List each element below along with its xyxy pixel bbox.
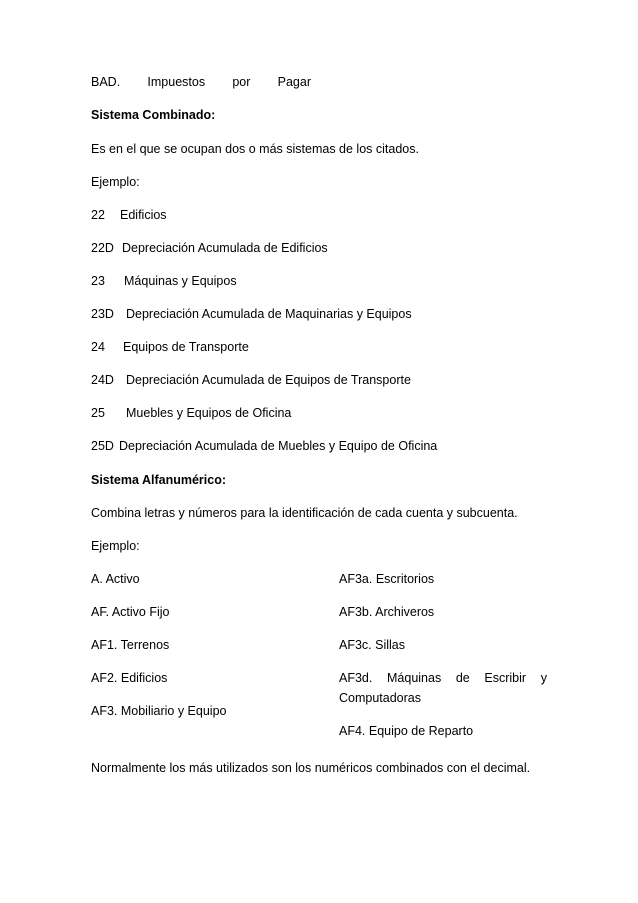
account-row	[91, 372, 411, 388]
account-row	[91, 405, 291, 421]
alfanumerico-heading: Sistema Alfanumérico:	[91, 473, 226, 487]
alfa-word: AF3d.	[339, 671, 373, 685]
bad-word-2: por	[232, 75, 251, 89]
account-row	[91, 438, 437, 454]
account-code: 24	[91, 340, 105, 354]
bad-line	[91, 74, 311, 90]
alfa-left-item: AF1. Terrenos	[91, 638, 170, 652]
account-name: Muebles y Equipos de Oficina	[126, 406, 292, 420]
alfa-right-item: AF4. Equipo de Reparto	[339, 724, 474, 738]
alfa-right-item: Computadoras	[339, 691, 421, 705]
account-row	[91, 240, 328, 256]
alfa-right-item: AF3b. Archiveros	[339, 605, 435, 619]
combinado-example-label: Ejemplo:	[91, 175, 140, 189]
account-row	[91, 273, 237, 289]
bad-word-3: Pagar	[277, 75, 311, 89]
account-name: Edificios	[120, 208, 167, 222]
account-code: 23D	[91, 307, 114, 321]
bad-code: BAD.	[91, 75, 121, 89]
account-name: Depreciación Acumulada de Muebles y Equipo de Oficina	[119, 439, 438, 453]
account-row	[91, 306, 412, 322]
alfa-left-item: A. Activo	[91, 572, 140, 586]
account-name: Máquinas y Equipos	[124, 274, 237, 288]
alfa-right-item-justified	[339, 670, 547, 686]
account-code: 22	[91, 208, 105, 222]
alfanumerico-description: Combina letras y números para la identificación de cada cuenta y subcuenta.	[91, 506, 518, 520]
alfa-left-item: AF3. Mobiliario y Equipo	[91, 704, 227, 718]
combinado-description: Es en el que se ocupan dos o más sistemas de los citados.	[91, 142, 419, 156]
alfa-right-item: AF3a. Escritorios	[339, 572, 435, 586]
alfa-word: Escribir	[484, 671, 527, 685]
alfa-word: de	[455, 671, 470, 685]
conclusion-text: Normalmente los más utilizados son los numéricos combinados con el decimal.	[91, 761, 531, 775]
account-name: Equipos de Transporte	[123, 340, 249, 354]
alfa-left-item: AF2. Edificios	[91, 671, 168, 685]
account-code: 23	[91, 274, 105, 288]
account-name: Depreciación Acumulada de Edificios	[122, 241, 328, 255]
account-row	[91, 207, 167, 223]
alfa-word: y	[540, 671, 547, 685]
account-name: Depreciación Acumulada de Equipos de Transporte	[126, 373, 411, 387]
alfa-right-item: AF3c. Sillas	[339, 638, 405, 652]
account-code: 22D	[91, 241, 114, 255]
account-code: 25D	[91, 439, 114, 453]
account-row	[91, 339, 249, 355]
alfa-left-item: AF. Activo Fijo	[91, 605, 170, 619]
bad-word-1: Impuestos	[147, 75, 206, 89]
alfanumerico-example-label: Ejemplo:	[91, 539, 140, 553]
alfa-word: Máquinas	[387, 671, 442, 685]
account-code: 25	[91, 406, 105, 420]
account-code: 24D	[91, 373, 114, 387]
account-name: Depreciación Acumulada de Maquinarias y Equipos	[126, 307, 412, 321]
combinado-heading: Sistema Combinado:	[91, 108, 216, 122]
